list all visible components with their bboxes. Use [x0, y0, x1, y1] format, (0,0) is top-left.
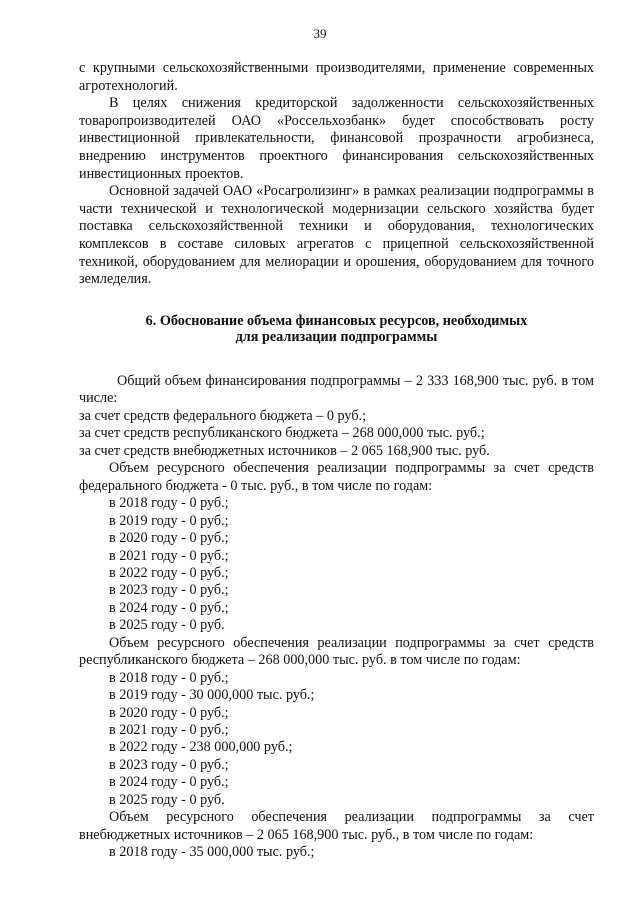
offbudget-intro: Объем ресурсного обеспечения реализации подпрограммы за счет внебюджетных источников – 2 065 168,900 тыс. руб., в том числе по годам: — [79, 809, 594, 843]
paragraph-rosagroleasing: Основной задачей ОАО «Росагролизинг» в рамках реализации подпрограммы в части технической и технологической модернизации сельского хозяйства будет поставка сельскохозяйственной техники и оборудования, технологических комплексов в составе силовых агрегатов с прицепной сельскохозяйственной техникой, оборудованием для мелиорации и орошения, оборудованием для точного земледелия. — [79, 183, 594, 288]
republican-year-item: в 2020 году - 0 руб.; — [109, 704, 229, 721]
republican-year-item: в 2021 году - 0 руб.; — [109, 721, 229, 738]
funding-offbudget: за счет средств внебюджетных источников – 2 065 168,900 тыс. руб. — [79, 442, 490, 459]
federal-year-item: в 2024 году - 0 руб.; — [109, 599, 229, 616]
federal-year-item: в 2020 году - 0 руб.; — [109, 530, 229, 547]
federal-year-item: в 2025 году - 0 руб. — [109, 617, 225, 634]
federal-year-item: в 2021 году - 0 руб.; — [109, 547, 229, 564]
offbudget-years-list — [79, 844, 594, 861]
section-heading — [79, 313, 594, 345]
funding-total: Общий объем финансирования подпрограммы – 2 333 168,900 тыс. руб. в том числе: — [79, 372, 594, 407]
document-body — [79, 60, 594, 862]
republican-year-item: в 2023 году - 0 руб.; — [109, 756, 229, 773]
section-heading-line-1: 6. Обоснование объема финансовых ресурсов, необходимых — [145, 312, 528, 329]
page-number: 39 — [313, 26, 327, 41]
paragraph-continuation: с крупными сельскохозяйственными производителями, применение современных агротехнологий. — [79, 60, 594, 94]
republican-year-item: в 2024 году - 0 руб.; — [109, 774, 229, 791]
federal-year-item: в 2022 году - 0 руб.; — [109, 564, 229, 581]
federal-years-list — [79, 495, 594, 634]
paragraph-rosselkhozbank: В целях снижения кредиторской задолженности сельскохозяйственных товаропроизводителей ОАО «Россельхозбанк» будет способствовать росту инвестиционной привлекательности, финансовой прозрачности агробизнеса, внедрению инструментов проектного финансирования сельскохозяйственных инвестиционных проектов. — [79, 95, 594, 182]
offbudget-year-item: в 2018 году - 35 000,000 тыс. руб.; — [109, 844, 315, 861]
funding-republican: за счет средств республиканского бюджета – 268 000,000 тыс. руб.; — [79, 425, 485, 442]
federal-year-item: в 2018 году - 0 руб.; — [109, 495, 229, 512]
republican-year-item: в 2018 году - 0 руб.; — [109, 669, 229, 686]
section-heading-line-2: для реализации подпрограммы — [235, 328, 438, 345]
federal-intro: Объем ресурсного обеспечения реализации подпрограммы за счет средств федерального бюджета - 0 тыс. руб., в том числе по годам: — [79, 460, 594, 494]
federal-year-item: в 2023 году - 0 руб.; — [109, 582, 229, 599]
republican-year-item: в 2019 году - 30 000,000 тыс. руб.; — [109, 687, 315, 704]
republican-year-item: в 2022 году - 238 000,000 руб.; — [109, 739, 293, 756]
funding-federal: за счет средств федерального бюджета – 0 руб.; — [79, 407, 367, 424]
republican-intro: Объем ресурсного обеспечения реализации подпрограммы за счет средств республиканского бюджета – 268 000,000 тыс. руб. в том числе по годам: — [79, 634, 594, 669]
republican-year-item: в 2025 году - 0 руб. — [109, 791, 225, 808]
republican-years-list — [79, 670, 594, 809]
federal-year-item: в 2019 году - 0 руб.; — [109, 512, 229, 529]
